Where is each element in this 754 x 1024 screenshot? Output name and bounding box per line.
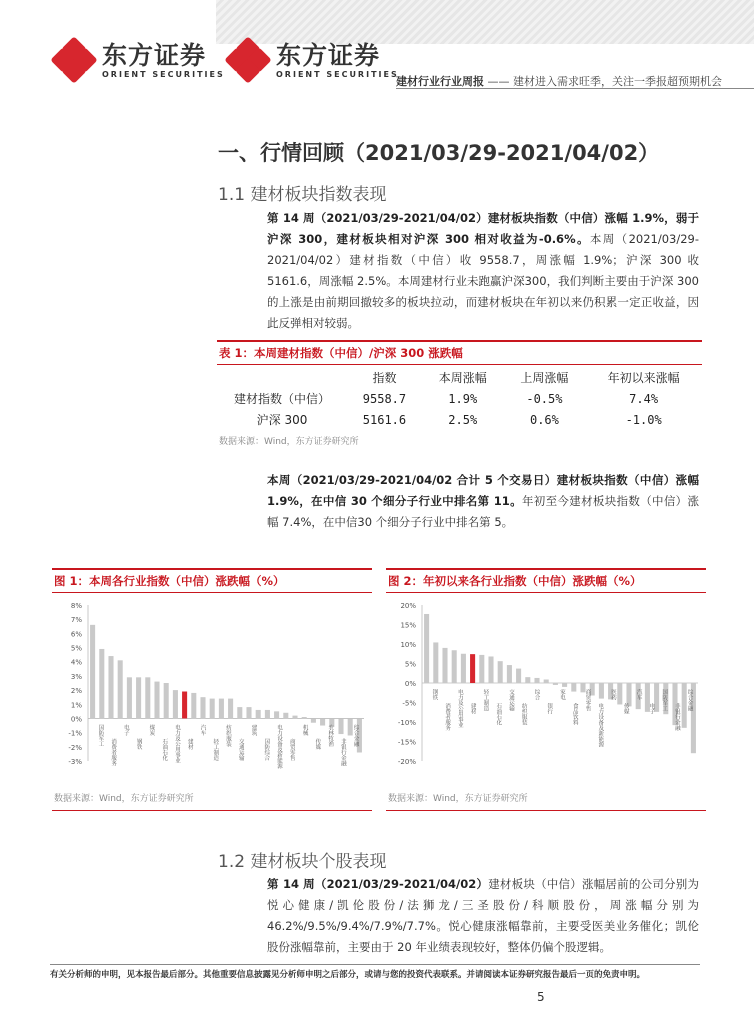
bar — [534, 678, 539, 683]
y-tick-label: -10% — [397, 719, 416, 727]
x-tick-label: 国防军工 — [661, 689, 668, 711]
bar — [654, 683, 659, 712]
x-tick-label: 电子 — [122, 724, 129, 736]
x-tick-label: 轻工制造 — [212, 738, 219, 761]
x-tick-label: 消费者服务 — [110, 738, 117, 766]
bar — [488, 656, 493, 683]
y-tick-label: 6% — [70, 630, 82, 639]
x-tick-label: 食品饮料 — [571, 703, 578, 725]
bar — [452, 650, 457, 683]
table-cell: 沪深 300 — [256, 413, 308, 427]
bar — [338, 718, 343, 734]
x-tick-label: 综合金融 — [686, 689, 693, 711]
report-type: 建材行业行业周报 — [396, 75, 484, 88]
bar — [507, 665, 512, 683]
table-cell: 0.6% — [529, 412, 559, 427]
x-tick-label: 农林牧渔 — [327, 724, 334, 747]
x-tick-label: 综合金融 — [352, 724, 359, 747]
bar — [219, 699, 224, 719]
orient-logo-small — [52, 38, 225, 82]
x-tick-label: 交通运输 — [507, 689, 514, 711]
x-tick-label: 商贸零售 — [584, 689, 591, 711]
x-tick-label: 综合 — [533, 689, 540, 700]
paragraph-ranking — [267, 470, 699, 533]
bar — [274, 711, 279, 718]
bar — [553, 683, 558, 685]
y-tick-label: -20% — [397, 758, 416, 766]
y-tick-label: 8% — [70, 602, 82, 610]
bar — [256, 710, 261, 719]
bar — [237, 707, 242, 718]
bar — [164, 683, 169, 718]
bar — [571, 683, 576, 692]
table-cell: 建材指数（中信） — [233, 392, 330, 406]
x-tick-label: 非银行金融 — [673, 703, 680, 731]
x-tick-label: 国防综合 — [263, 738, 270, 761]
y-tick-label: 15% — [400, 621, 416, 630]
y-tick-label: 3% — [70, 672, 82, 681]
table-cell: 9558.7 — [362, 391, 407, 406]
table-header-cell — [217, 367, 347, 388]
report-subtitle: —— 建材进入需求旺季，关注一季报超预期机会 — [487, 75, 722, 88]
x-tick-label: 电力设备及新能源 — [597, 703, 604, 747]
x-tick-label: 电力设备及新能源 — [276, 724, 283, 769]
bar — [136, 677, 141, 718]
x-tick-label: 电力及公用事业 — [173, 724, 180, 763]
x-tick-label: 纺织服装 — [225, 724, 231, 747]
table-cell: 2.5% — [448, 412, 478, 427]
bar — [127, 677, 132, 718]
y-tick-label: 4% — [70, 658, 82, 667]
y-tick-label: -2% — [68, 743, 82, 752]
paragraph-bold: 第 14 周（2021/03/29-2021/04/02） — [267, 877, 489, 891]
bar — [145, 677, 150, 718]
orient-logo-icon — [226, 38, 270, 82]
bar — [479, 655, 484, 683]
figure-source: 数据来源：Wind，东方证券研究所 — [388, 794, 528, 804]
bar — [173, 690, 178, 718]
x-tick-label: 机械 — [301, 724, 308, 736]
bar — [562, 683, 567, 687]
bar — [118, 660, 123, 718]
y-tick-label: -3% — [68, 758, 82, 766]
x-tick-label: 钢铁 — [431, 689, 438, 700]
bar — [210, 699, 215, 719]
x-tick-label: 传媒 — [314, 738, 321, 750]
index-table — [217, 340, 702, 447]
figure-title: 图 2：年初以来各行业指数（中信）涨跌幅（%） — [386, 568, 706, 593]
table-cell: 1.9% — [448, 391, 478, 406]
y-tick-label: 0% — [70, 715, 82, 724]
bar — [283, 713, 288, 719]
table-header-cell: 上周涨幅 — [520, 371, 569, 385]
figure-divider — [386, 810, 706, 811]
orient-logo-large — [226, 38, 399, 82]
subsection-title: 1.2 建材板块个股表现 — [218, 852, 387, 872]
y-tick-label: 10% — [400, 641, 416, 649]
x-tick-label: 消费者服务 — [444, 703, 451, 731]
paragraph-text: 建材板块（中信）涨幅居前的公司分别为悦心健康/凯伦股份/法狮龙/三圣股份/科顺股份，周涨幅分别为 46.2%/9.5%/9.4%/7.9%/7.7%。悦心健康涨幅靠前，主要受医美业务催化；凯伦股份涨幅靠前，主要由于 20 年业绩表现较好，整体仍偏个股逻辑。 — [267, 877, 699, 954]
x-tick-label: 银行 — [546, 703, 553, 714]
bar — [516, 669, 521, 683]
x-tick-label: 建筑 — [250, 724, 257, 736]
bar — [154, 682, 159, 719]
logo-cn-text: 东方证券 — [102, 40, 207, 70]
paragraph-bold: 第 14 周（2021/03/29-2021/04/02）建材板块指数（中信）涨幅 1.9%，弱于沪深 300，建材板块相对沪深 300 相对收益为-0.6%。 — [267, 211, 699, 246]
x-tick-label: 医药 — [610, 689, 617, 700]
paragraph-bold: 本周（2021/03/29-2021/04/02 合计 5 个交易日）建材板块指数（中信）涨幅 1.9%，在中信 30 个细分子行业中排名第 11。 — [267, 473, 699, 508]
bar — [617, 683, 622, 704]
bar — [525, 677, 530, 683]
x-tick-label: 建材 — [469, 703, 476, 714]
figure-source: 数据来源：Wind，东方证券研究所 — [54, 794, 194, 804]
x-tick-label: 电子 — [648, 703, 655, 714]
y-tick-label: 0% — [404, 680, 416, 688]
y-tick-label: 2% — [70, 687, 82, 696]
ytd-change-chart — [386, 593, 706, 783]
x-tick-label: 建材 — [186, 738, 193, 750]
paragraph-text: 年初至今建材板块指数（中信）涨幅 7.4%，在中信30 个细分子行业中排名第 5。 — [267, 494, 699, 529]
x-tick-label: 汽车 — [199, 724, 206, 736]
table-header-cell: 本周涨幅 — [438, 371, 487, 385]
x-tick-label: 电力及公用事业 — [456, 689, 463, 728]
x-tick-label: 钢铁 — [135, 738, 142, 750]
bar — [544, 679, 549, 683]
table-header-cell: 年初以来涨幅 — [607, 371, 680, 385]
highlight-bar — [470, 654, 475, 683]
x-tick-label: 石油石化 — [495, 703, 502, 725]
bar — [311, 718, 316, 722]
footer-divider — [50, 964, 700, 965]
x-tick-label: 石油石化 — [161, 738, 168, 761]
x-tick-label: 交通运输 — [237, 738, 244, 761]
x-tick-label: 纺织服装 — [520, 703, 527, 725]
table-source: 数据来源：Wind，东方证券研究所 — [219, 437, 359, 447]
table-cell: -1.0% — [625, 412, 662, 427]
figure-weekly-change — [52, 568, 372, 811]
logo-en-text: ORIENT SECURITIES — [276, 69, 399, 79]
y-tick-label: 20% — [400, 602, 416, 610]
bar — [292, 716, 297, 719]
paragraph-stock-performance — [267, 874, 699, 958]
x-tick-label: 商贸零售 — [288, 738, 295, 761]
table-header-row — [217, 367, 702, 388]
bar — [320, 718, 325, 725]
paragraph-text: 本周（2021/03/29-2021/04/02）建材指数（中信）收 9558.7，周涨幅 1.9%；沪深 300 收 5161.6，周涨幅 2.5%。本周建材行业未跑赢沪深300，我们判断主要由于沪深 300 的上涨是由前期回撤较多的板块拉动，而建材板块在年初以来仍积累一定正收益，因此反弹相对较弱。 — [267, 232, 700, 330]
bar — [265, 710, 270, 719]
disclaimer-note: 有关分析师的申明，见本报告最后部分。其他重要信息披露见分析师申明之后部分，或请与您的投资代表联系。并请阅读本证券研究报告最后一页的免责申明。 — [50, 970, 646, 980]
bar — [433, 642, 438, 683]
logo-cn-text: 东方证券 — [276, 40, 381, 70]
table-row — [217, 409, 702, 430]
highlight-bar — [182, 692, 187, 719]
figure-title: 图 1：本周各行业指数（中信）涨跌幅（%） — [52, 568, 372, 593]
y-tick-label: 1% — [70, 701, 82, 710]
y-tick-label: -15% — [397, 738, 416, 747]
bar — [599, 683, 604, 699]
table-cell: -0.5% — [526, 391, 563, 406]
page-header — [0, 0, 754, 96]
y-tick-label: 5% — [70, 644, 82, 653]
y-tick-label: 5% — [404, 660, 416, 669]
table-cell: 7.4% — [629, 391, 659, 406]
page-number: 5 — [537, 990, 545, 1004]
bar — [108, 656, 113, 718]
orient-logo-icon — [52, 38, 96, 82]
bar — [302, 717, 307, 718]
x-tick-label: 煤炭 — [148, 724, 155, 736]
bar — [228, 699, 233, 719]
x-tick-label: 传媒 — [622, 703, 629, 714]
table-header-cell: 指数 — [372, 371, 397, 385]
x-tick-label: 汽车 — [635, 689, 642, 700]
table-row — [217, 388, 702, 409]
bar — [99, 649, 104, 718]
bar — [200, 697, 205, 718]
subsection-title: 1.1 建材板块指数表现 — [218, 185, 387, 205]
bar — [424, 614, 429, 683]
index-data-table — [217, 367, 702, 430]
table-title: 表 1：本周建材指数（中信）/沪深 300 涨跌幅 — [217, 340, 702, 365]
bar — [498, 661, 503, 683]
y-tick-label: 7% — [70, 616, 82, 625]
x-tick-label: 非银行金融 — [339, 738, 346, 766]
x-tick-label: 家电 — [559, 689, 565, 700]
y-tick-label: -1% — [68, 729, 82, 738]
header-divider — [396, 88, 754, 89]
report-header-title — [396, 73, 722, 89]
bar — [461, 654, 466, 683]
bar — [90, 625, 95, 719]
y-tick-label: -5% — [402, 699, 416, 708]
section-title: 一、行情回顾（2021/03/29-2021/04/02） — [218, 141, 660, 165]
table-cell: 5161.6 — [362, 412, 407, 427]
bar — [191, 693, 196, 719]
x-tick-label: 轻工制造 — [482, 689, 489, 711]
x-tick-label: 国防军工 — [97, 724, 104, 747]
logo-en-text: ORIENT SECURITIES — [102, 69, 225, 79]
bar — [246, 707, 251, 718]
paragraph-index-performance — [267, 208, 699, 334]
weekly-change-chart — [52, 593, 372, 783]
figure-divider — [52, 810, 372, 811]
figure-ytd-change — [386, 568, 706, 811]
bar — [442, 648, 447, 683]
